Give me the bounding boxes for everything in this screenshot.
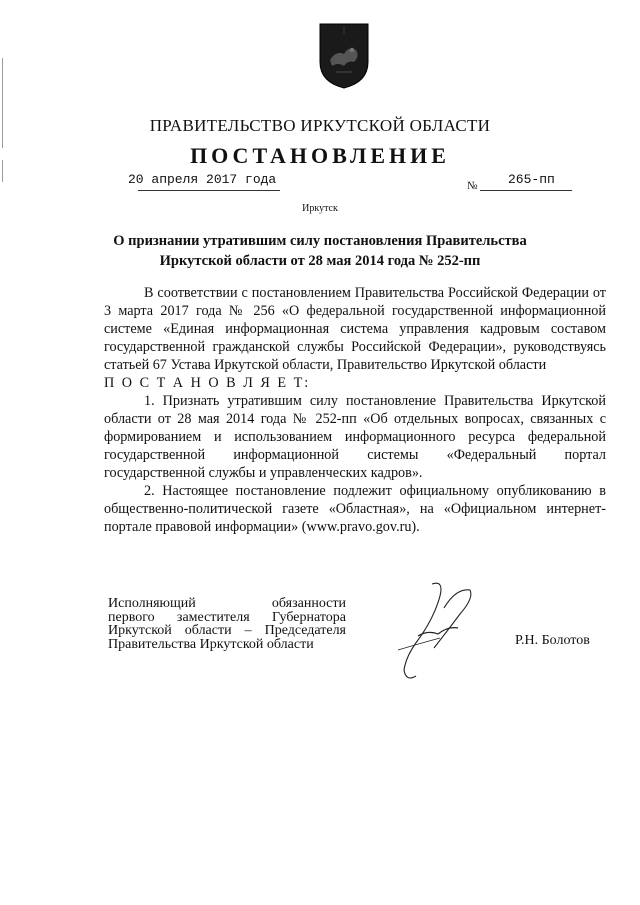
handwritten-signature (388, 578, 480, 688)
subject-line: Иркутской области от 28 мая 2014 года № 252-пп (159, 253, 481, 269)
signer-title-line: первого заместителя Губернатора (108, 609, 346, 625)
document-body (104, 284, 606, 536)
number-sign: № (467, 180, 478, 192)
signer-title-line: Исполняющий обязанности (108, 596, 346, 611)
preamble-paragraph: В соответствии с постановлением Правительства Российской Федерации от 3 марта 2017 года № 256 «О федеральной государственной информационной системе «Единая информационная система управления кадровым составом государственной гражданской службы Российской Федерации», руководствуясь статьей 67 Устава Иркутской области, Правительство Иркутской области (104, 285, 606, 373)
signer-title-line: Правительства Иркутской области (108, 636, 314, 652)
signer-title (108, 597, 346, 651)
subject-line: О признании утратившим силу постановления Правительства (113, 233, 527, 249)
item-2-paragraph: 2. Настоящее постановление подлежит официальному опубликованию в общественно-политической газете «Областная», на «Официальном интернет-портале правовой информации» (www.pravo.gov.ru). (104, 483, 606, 535)
government-name: ПРАВИТЕЛЬСТВО ИРКУТСКОЙ ОБЛАСТИ (149, 116, 491, 135)
signer-title-line: Иркутской области – Председателя (108, 623, 346, 638)
resolves-heading: П О С Т А Н О В Л Я Е Т: (104, 375, 311, 391)
document-type: ПОСТАНОВЛЕНИЕ (190, 143, 450, 168)
document-subject (90, 231, 550, 271)
date-underline (138, 190, 280, 191)
document-number: 265-пп (508, 172, 555, 187)
number-underline (480, 190, 572, 191)
signer-name: Р.Н. Болотов (515, 633, 590, 648)
item-1-paragraph: 1. Признать утратившим силу постановление Правительства Иркутской области от 28 мая 2014 года № 252-пп «Об отдельных вопросах, связанных с формированием и использованием информационного ресурса федеральной государственной информационной системы «Федеральный портал государственной службы и управленческих кадров». (104, 393, 606, 481)
document-date: 20 апреля 2017 года (128, 172, 277, 187)
coat-of-arms-icon (318, 20, 370, 90)
city-name: Иркутск (302, 203, 338, 214)
